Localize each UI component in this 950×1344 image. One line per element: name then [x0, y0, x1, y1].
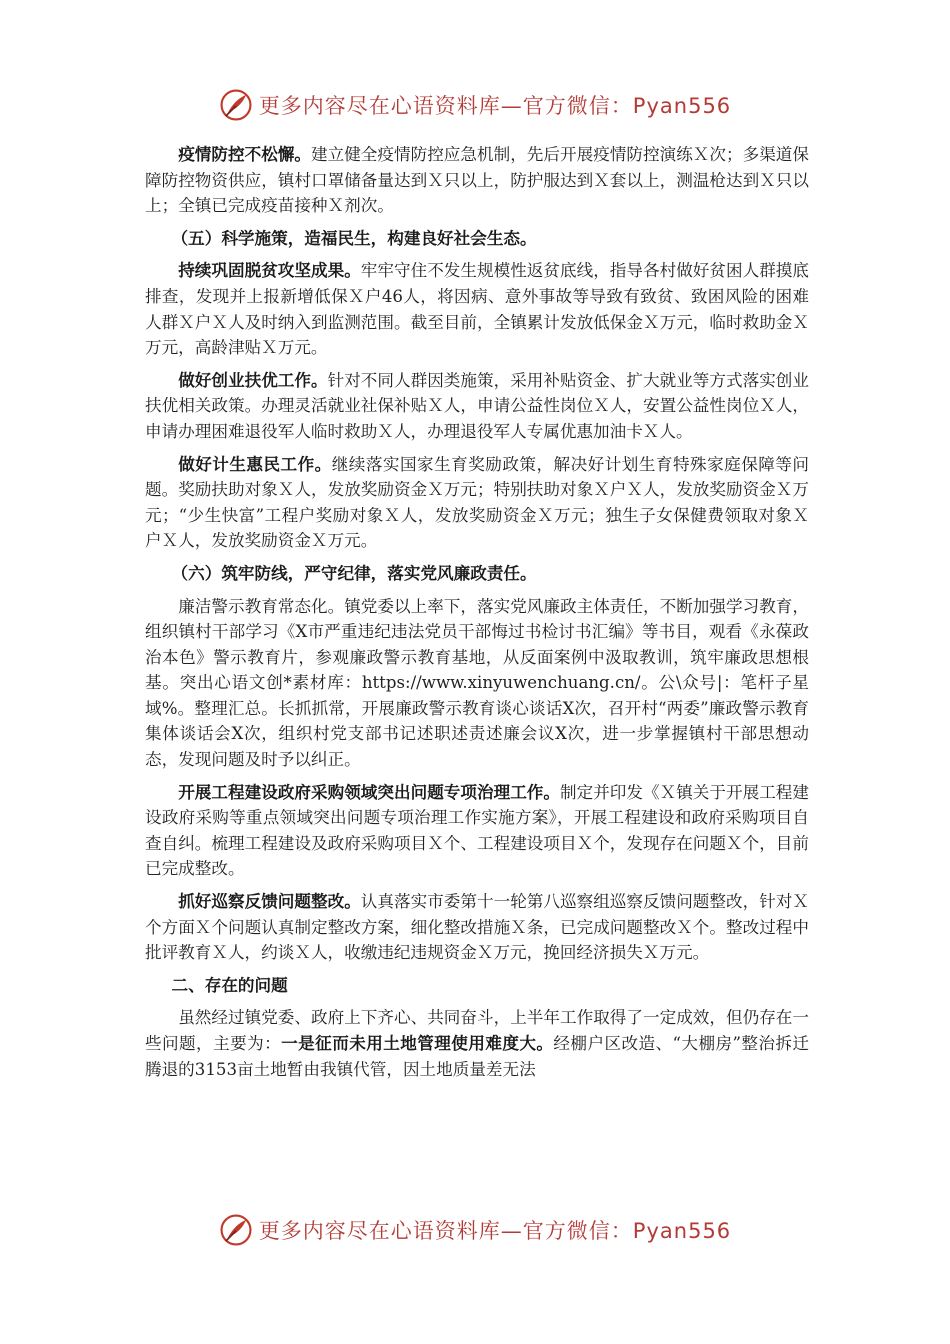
paragraph-lead: 做好计生惠民工作。 — [178, 453, 332, 474]
banner-text: 更多内容尽在心语资料库—官方微信：Pyan556 — [258, 94, 732, 118]
feather-pen-icon — [219, 1213, 253, 1247]
paragraph-lead: 疫情防控不松懈。 — [178, 144, 311, 164]
body-paragraph — [145, 258, 809, 360]
header-banner — [0, 83, 950, 127]
section-heading: （六）筑牢防线，严守纪律，落实党风廉政责任。 — [171, 562, 537, 583]
section-heading: （五）科学施策，造福民生，构建良好社会生态。 — [171, 227, 537, 248]
paragraph-lead: 抓好巡察反馈问题整改。 — [178, 891, 361, 912]
paragraph-text: 认真落实市委第十一轮第八巡察组巡察反馈问题整改，针对Ｘ个方面Ｘ个问题认真制定整改方案，细化整改措施Ｘ条，已完成问题整改Ｘ个。整改过程中批评教育Ｘ人，约谈Ｘ人，收缴违纪违规资金Ｘ万元，挽回经济损失Ｘ万元。 — [145, 892, 810, 963]
paragraph-text: 继续落实国家生育奖励政策，解决好计划生育特殊家庭保障等问题。奖励扶助对象Ｘ人，发放奖励资金Ｘ万元；特别扶助对象Ｘ户Ｘ人，发放奖励资金Ｘ万元；“少生快富”工程户奖励对象Ｘ人，发放奖励资金Ｘ万元；独生子女保健费领取对象Ｘ户Ｘ人，发放奖励资金Ｘ万元。 — [145, 454, 810, 551]
paragraph-text: 虽然经过镇党委、政府上下齐心、共同奋斗，上半年工作取得了一定成效，但仍存在一些问题，主要为： — [145, 1008, 809, 1053]
body-paragraph — [145, 889, 809, 966]
footer-banner — [0, 1208, 950, 1252]
body-paragraph — [145, 452, 809, 554]
body-paragraph — [145, 142, 809, 219]
paragraph-text: 廉洁警示教育常态化。镇党委以上率下，落实党风廉政主体责任，不断加强学习教育，组织镇村干部学习《X市严重违纪违法党员干部悔过书检讨书汇编》等书目，观看《永葆政治本色》警示教育片，参观廉政警示教育基地，从反面案例中汲取教训，筑牢廉政思想根基。突出心语文创*素材库：https://www.xinyuwenchuang.cn/。公\众号|：笔杆子星域%。整理汇总。长抓抓常，开展廉政警示教育谈心谈话X次，召开村“两委”廉政警示教育集体谈话会X次，组织村党支部书记述职述责述廉会议X次，进一步掌握镇村干部思想动态，发现问题及时予以纠正。 — [145, 596, 809, 770]
body-paragraph — [145, 1005, 809, 1082]
body-paragraph — [145, 594, 809, 773]
paragraph-lead: 持续巩固脱贫攻坚成果。 — [178, 260, 361, 281]
paragraph-text: 牢牢守住不发生规模性返贫底线，指导各村做好贫困人群摸底排查，发现并上报新增低保Ｘ户46人，将因病、意外事故等导致有致贫、致困风险的困难人群Ｘ户Ｘ人及时纳入到监测范围。截至目前，全镇累计发放低保金Ｘ万元，临时救助金Ｘ万元，高龄津贴Ｘ万元。 — [145, 261, 810, 358]
document-body — [145, 142, 809, 1089]
body-paragraph — [145, 780, 809, 882]
paragraph-text: 制定并印发《Ｘ镇关于开展工程建设政府采购等重点领域突出问题专项治理工作实施方案》，开展工程建设和政府采购项目自查自纠。梳理工程建设及政府采购项目Ｘ个、工程建设项目Ｘ个，发现存在问题Ｘ个，目前已完成整改。 — [145, 782, 810, 879]
paragraph-text: 经棚户区改造、“大棚房”整治拆迁腾退的3153亩土地暂由我镇代管，因土地质量差无法 — [145, 1034, 810, 1079]
banner-text: 更多内容尽在心语资料库—官方微信：Pyan556 — [258, 1219, 732, 1243]
paragraph-lead: 开展工程建设政府采购领域突出问题专项治理工作。 — [178, 781, 560, 802]
section-heading: 二、存在的问题 — [171, 974, 288, 995]
paragraph-lead: 做好创业扶优工作。 — [178, 369, 328, 390]
paragraph-emphasis: 一是征而未用土地管理使用难度大。 — [281, 1033, 554, 1053]
paragraph-text: 建立健全疫情防控应急机制，先后开展疫情防控演练Ｘ次；多渠道保障防控物资供应，镇村口罩储备量达到Ｘ只以上，防护服达到Ｘ套以上，测温枪达到Ｘ只以上；全镇已完成疫苗接种Ｘ剂次。 — [145, 145, 810, 216]
feather-pen-icon — [219, 88, 253, 122]
paragraph-text: 针对不同人群因类施策，采用补贴资金、扩大就业等方式落实创业扶优相关政策。办理灵活就业社保补贴Ｘ人，申请公益性岗位Ｘ人，安置公益性岗位Ｘ人，申请办理困难退役军人临时救助Ｘ人，办理退役军人专属优惠加油卡Ｘ人。 — [145, 370, 810, 441]
body-paragraph — [145, 368, 809, 445]
